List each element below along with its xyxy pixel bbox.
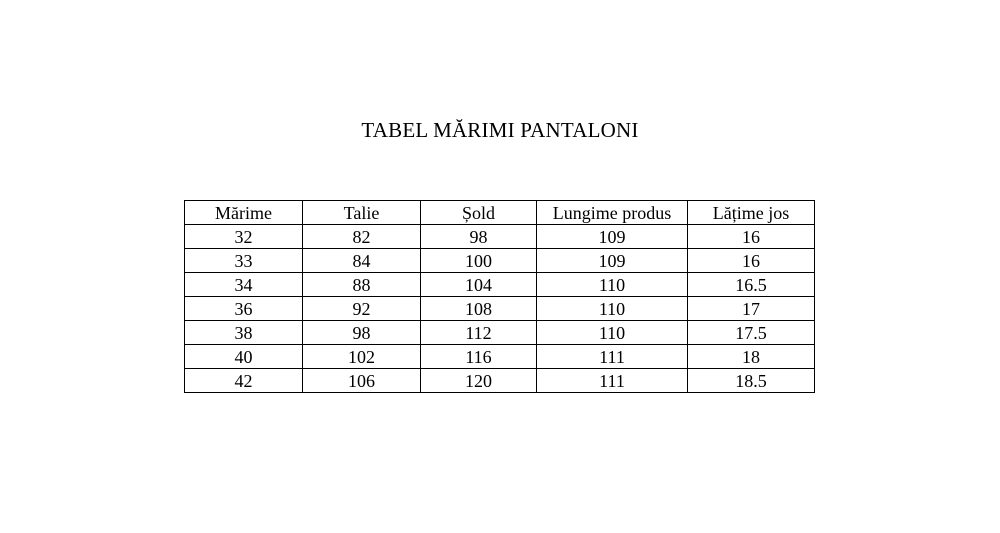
table-cell: 98 <box>303 321 421 345</box>
table-cell: 109 <box>537 225 688 249</box>
size-table <box>184 200 815 393</box>
table-cell: 102 <box>303 345 421 369</box>
table-row <box>185 345 815 369</box>
table-cell: 38 <box>185 321 303 345</box>
header-cell-latime-jos: Lățime jos <box>688 201 815 225</box>
table-row <box>185 273 815 297</box>
table-cell: 16.5 <box>688 273 815 297</box>
table-cell: 32 <box>185 225 303 249</box>
table-cell: 36 <box>185 297 303 321</box>
table-cell: 18.5 <box>688 369 815 393</box>
header-cell-marime: Mărime <box>185 201 303 225</box>
table-row <box>185 369 815 393</box>
table-cell: 88 <box>303 273 421 297</box>
table-row <box>185 249 815 273</box>
table-row <box>185 321 815 345</box>
table-cell: 110 <box>537 297 688 321</box>
table-cell: 116 <box>421 345 537 369</box>
table-cell: 92 <box>303 297 421 321</box>
header-cell-talie: Talie <box>303 201 421 225</box>
table-cell: 42 <box>185 369 303 393</box>
table-cell: 110 <box>537 273 688 297</box>
table-row <box>185 225 815 249</box>
table-cell: 40 <box>185 345 303 369</box>
table-row <box>185 297 815 321</box>
table-cell: 34 <box>185 273 303 297</box>
table-cell: 112 <box>421 321 537 345</box>
table-cell: 18 <box>688 345 815 369</box>
table-cell: 33 <box>185 249 303 273</box>
table-cell: 120 <box>421 369 537 393</box>
table-cell: 111 <box>537 345 688 369</box>
table-cell: 84 <box>303 249 421 273</box>
table-header-row <box>185 201 815 225</box>
table-cell: 104 <box>421 273 537 297</box>
header-cell-lungime-produs: Lungime produs <box>537 201 688 225</box>
table-cell: 106 <box>303 369 421 393</box>
table-cell: 16 <box>688 249 815 273</box>
table-cell: 17.5 <box>688 321 815 345</box>
table-cell: 108 <box>421 297 537 321</box>
table-cell: 16 <box>688 225 815 249</box>
table-cell: 98 <box>421 225 537 249</box>
table-cell: 17 <box>688 297 815 321</box>
table-cell: 82 <box>303 225 421 249</box>
table-cell: 109 <box>537 249 688 273</box>
header-cell-sold: Șold <box>421 201 537 225</box>
table-cell: 110 <box>537 321 688 345</box>
page-title: TABEL MĂRIMI PANTALONI <box>361 118 639 142</box>
table-cell: 100 <box>421 249 537 273</box>
table-cell: 111 <box>537 369 688 393</box>
